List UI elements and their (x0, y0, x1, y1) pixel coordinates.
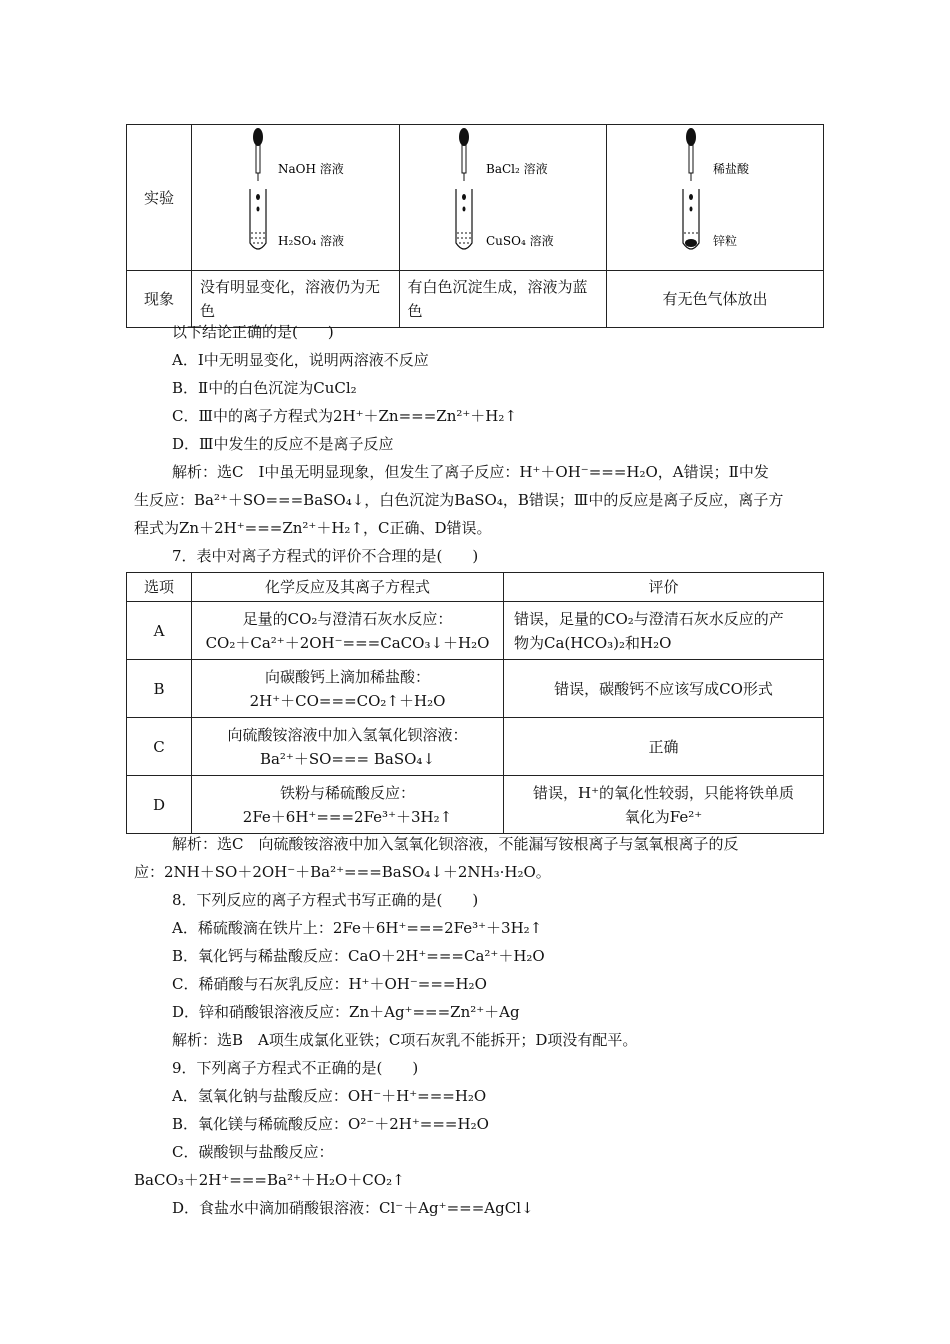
row-option: C (127, 718, 192, 776)
row-option: A (127, 602, 192, 660)
q7-stem: 7．表中对离子方程式的评价不合理的是( ) (172, 547, 479, 565)
q6-option-c: C．Ⅲ中的离子方程式为2H⁺＋Zn===Zn²⁺＋H₂↑ (172, 407, 517, 425)
header-reaction: 化学反应及其离子方程式 (192, 573, 504, 602)
q6-analysis-line-1: 解析：选C Ⅰ中虽无明显现象，但发生了离子反应：H⁺＋OH⁻===H₂O，A错误；Ⅱ中发 (172, 463, 769, 481)
experiment-3-observation: 有无色气体放出 (607, 271, 824, 328)
row-comment: 错误，碳酸钙不应该写成CO形式 (504, 660, 824, 718)
experiment-3-apparatus (607, 125, 823, 263)
q8-option-b: B．氧化钙与稀盐酸反应：CaO＋2H⁺===Ca²⁺＋H₂O (172, 947, 545, 965)
experiment-1-observation: 没有明显变化，溶液仍为无色 (192, 271, 400, 328)
row-option: B (127, 660, 192, 718)
q9-option-d: D．食盐水中滴加硝酸银溶液：Cl⁻＋Ag⁺===AgCl↓ (172, 1199, 534, 1217)
dropper-reagent-label: NaOH 溶液 (278, 162, 344, 176)
table-row (127, 718, 824, 776)
experiment-3-cell (607, 125, 824, 271)
experiment-1-apparatus (192, 125, 398, 263)
test-tube-icon (250, 189, 266, 249)
row-reaction: 向碳酸钙上滴加稀盐酸： 2H⁺＋CO===CO₂↑＋H₂O (192, 660, 504, 718)
q8-option-a: A．稀硫酸滴在铁片上：2Fe＋6H⁺===2Fe³⁺＋3H₂↑ (172, 919, 543, 937)
experiment-2-observation: 有白色沉淀生成，溶液为蓝色 (399, 271, 607, 328)
row-reaction: 足量的CO₂与澄清石灰水反应： CO₂＋Ca²⁺＋2OH⁻===CaCO₃↓＋H₂O (192, 602, 504, 660)
dropper-icon (253, 128, 263, 181)
dropper-icon (459, 128, 469, 181)
q6-option-d: D．Ⅲ中发生的反应不是离子反应 (172, 435, 394, 453)
q9-option-c-equation: BaCO₃＋2H⁺===Ba²⁺＋H₂O＋CO₂↑ (134, 1171, 405, 1189)
dropper-reagent-label: 稀盐酸 (713, 162, 750, 176)
row-reaction: 铁粉与稀硫酸反应： 2Fe＋6H⁺===2Fe³⁺＋3H₂↑ (192, 776, 504, 834)
table-row (127, 660, 824, 718)
row-reaction: 向硫酸铵溶液中加入氢氧化钡溶液： Ba²⁺＋SO=== BaSO₄↓ (192, 718, 504, 776)
header-option: 选项 (127, 573, 192, 602)
q9-option-b: B．氧化镁与稀硫酸反应：O²⁻＋2H⁺===H₂O (172, 1115, 489, 1133)
q8-stem: 8．下列反应的离子方程式书写正确的是( ) (172, 891, 479, 909)
row-comment: 正确 (504, 718, 824, 776)
observation-row-label: 现象 (127, 271, 192, 328)
tube-reagent-label: H₂SO₄ 溶液 (278, 234, 344, 248)
q8-option-c: C．稀硝酸与石灰乳反应：H⁺＋OH⁻===H₂O (172, 975, 487, 993)
table-row (127, 776, 824, 834)
row-comment: 错误，足量的CO₂与澄清石灰水反应的产 物为Ca(HCO₃)₂和H₂O (504, 602, 824, 660)
q6-option-a: A．Ⅰ中无明显变化，说明两溶液不反应 (172, 351, 429, 369)
q6-stem: 以下结论正确的是( ) (172, 323, 334, 341)
q6-option-b: B．Ⅱ中的白色沉淀为CuCl₂ (172, 379, 357, 397)
experiment-2-cell (399, 125, 607, 271)
dropper-icon (686, 128, 696, 181)
tube-reagent-label: 锌粒 (713, 234, 738, 248)
experiment-1-cell (192, 125, 400, 271)
test-tube-icon (456, 189, 472, 249)
q7-analysis-line-1: 解析：选C 向硫酸铵溶液中加入氢氧化钡溶液，不能漏写铵根离子与氢氧根离子的反 (172, 835, 739, 853)
q8-option-d: D．锌和硝酸银溶液反应：Zn＋Ag⁺===Zn²⁺＋Ag (172, 1003, 520, 1021)
experiment-2-apparatus (400, 125, 606, 263)
tube-reagent-label: CuSO₄ 溶液 (485, 234, 554, 248)
q9-option-a: A．氢氧化钠与盐酸反应：OH⁻＋H⁺===H₂O (172, 1087, 487, 1105)
zinc-granule-icon (685, 239, 697, 247)
q6-analysis-line-2: 生反应：Ba²⁺＋SO===BaSO₄↓，白色沉淀为BaSO₄，B错误；Ⅲ中的反应是离子反应，离子方 (134, 491, 784, 509)
evaluation-table (126, 572, 824, 834)
q9-option-c: C．碳酸钡与盐酸反应： (172, 1143, 334, 1161)
table-row (127, 602, 824, 660)
test-tube-icon (683, 189, 699, 249)
q6-analysis-line-3: 程式为Zn＋2H⁺===Zn²⁺＋H₂↑，C正确、D错误。 (134, 519, 492, 537)
q9-stem: 9．下列离子方程式不正确的是( ) (172, 1059, 419, 1077)
q7-analysis-line-2: 应：2NH＋SO＋2OH⁻＋Ba²⁺===BaSO₄↓＋2NH₃·H₂O。 (134, 863, 551, 881)
row-comment: 错误，H⁺的氧化性较弱，只能将铁单质 氧化为Fe²⁺ (504, 776, 824, 834)
header-evaluation: 评价 (504, 573, 824, 602)
experiment-row-label: 实验 (127, 125, 192, 271)
row-option: D (127, 776, 192, 834)
dropper-reagent-label: BaCl₂ 溶液 (485, 162, 548, 176)
experiment-table (126, 124, 824, 328)
q8-analysis: 解析：选B A项生成氯化亚铁；C项石灰乳不能拆开；D项没有配平。 (172, 1031, 638, 1049)
